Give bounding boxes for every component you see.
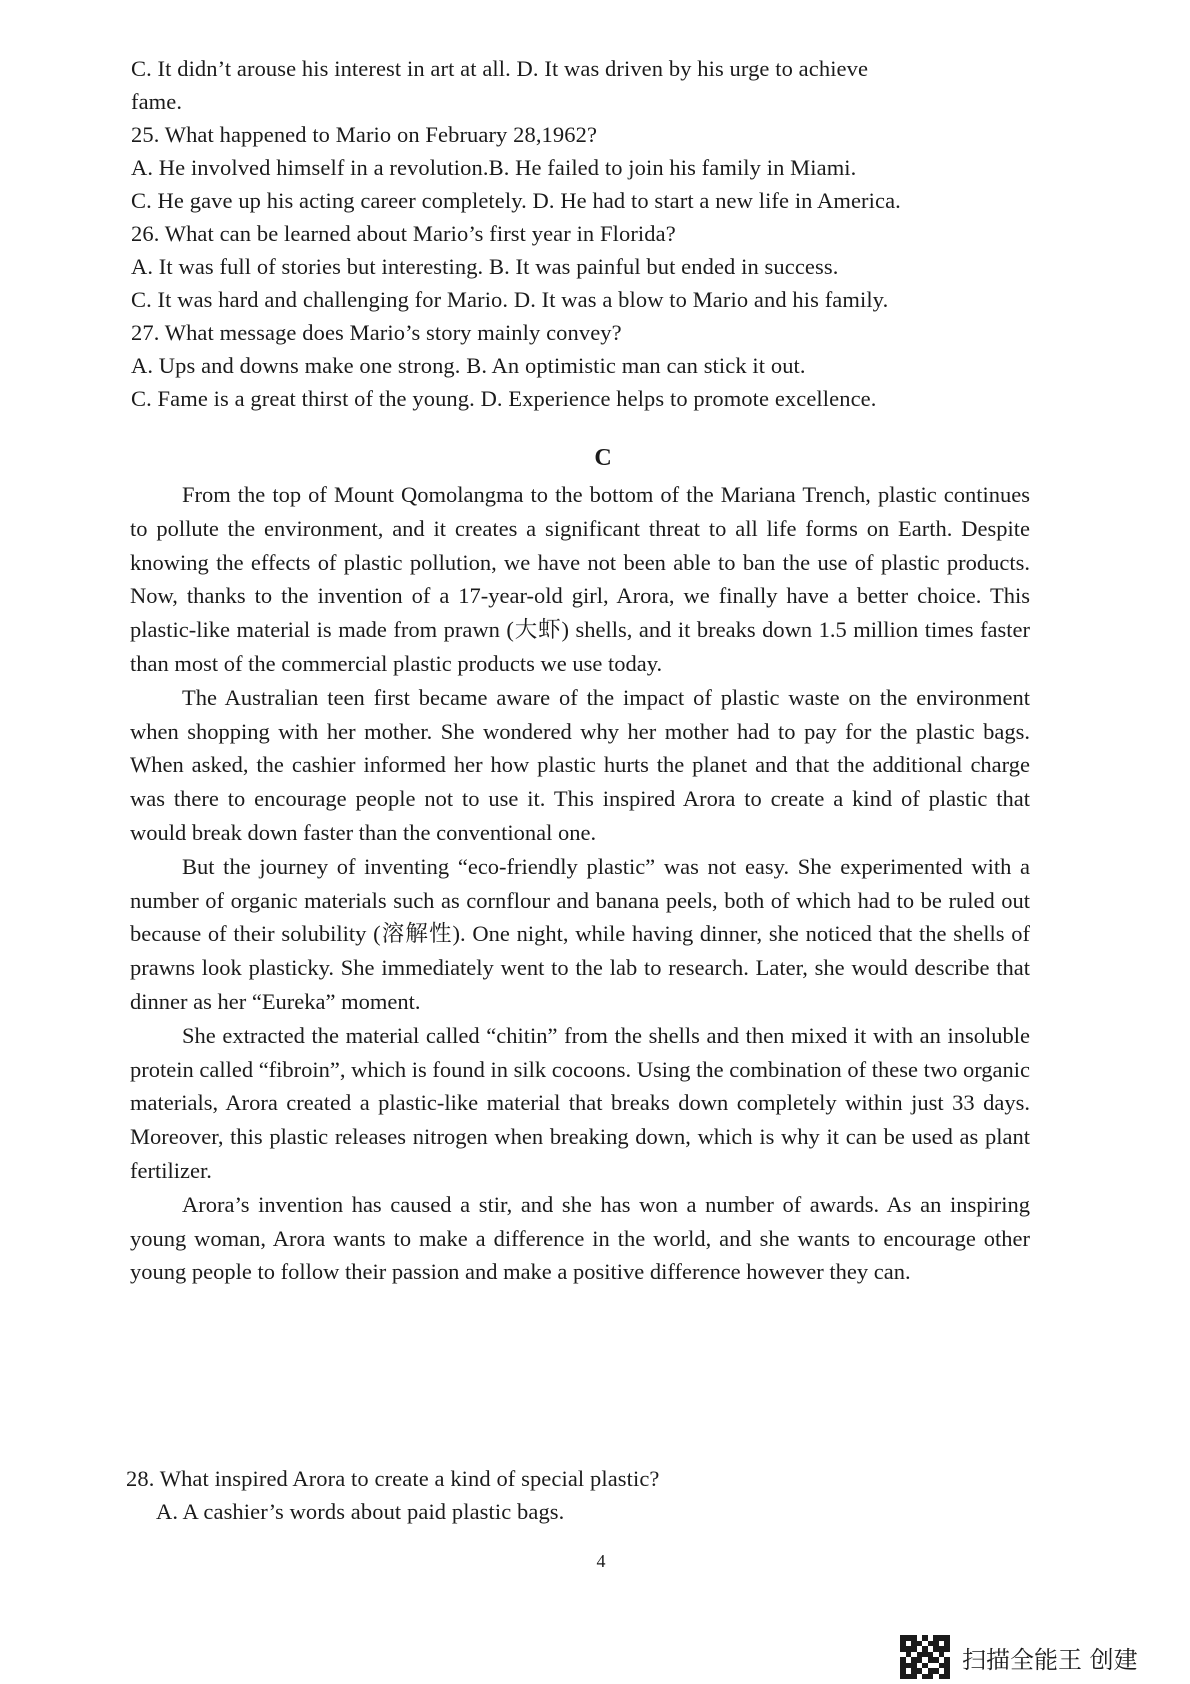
scanner-label: 扫描全能王 创建: [962, 1645, 1138, 1674]
passage-paragraph: But the journey of inventing “eco-friendly plastic” was not easy. She experimented with a number of organic materials such as cornflour and banana peels, both of which had to be ruled out because of their solubility (溶解性). One night, while having dinner, she noticed that the shells of prawns look plasticky. She immediately went to the lab to research. Later, she would describe that dinner as her “Eureka” moment.: [130, 853, 1030, 1014]
question-option: C. He gave up his acting career completely. D. He had to start a new life in America.: [131, 188, 901, 213]
question-28: [126, 1462, 1026, 1528]
page-number: 4: [596, 1551, 606, 1571]
scanner-watermark: [900, 1635, 1180, 1679]
question-stem: 28. What inspired Arora to create a kind of special plastic?: [126, 1466, 660, 1491]
question-stem: 26. What can be learned about Mario’s first year in Florida?: [131, 221, 676, 246]
question-option: A. Ups and downs make one strong. B. An optimistic man can stick it out.: [131, 353, 806, 378]
question-option: C. Fame is a great thirst of the young. D. Experience helps to promote excellence.: [131, 386, 877, 411]
question-option: A. He involved himself in a revolution.B. He failed to join his family in Miami.: [131, 155, 857, 180]
passage-paragraph: She extracted the material called “chitin” from the shells and then mixed it with an insoluble protein called “fibroin”, which is found in silk cocoons. Using the combination of these two organic materials, Arora created a plastic-like material that breaks down completely within just 33 days. Moreover, this plastic releases nitrogen when breaking down, which is why it can be used as plant fertilizer.: [130, 1022, 1031, 1183]
qr-code-icon: [900, 1635, 950, 1679]
question-stem: 25. What happened to Mario on February 28,1962?: [131, 122, 598, 147]
section-title: C: [594, 445, 612, 471]
question-line: fame.: [131, 89, 183, 114]
question-stem: 27. What message does Mario’s story mainly convey?: [131, 320, 622, 345]
passage-paragraph: Arora’s invention has caused a stir, and she has won a number of awards. As an inspiring young woman, Arora wants to make a difference in the world, and she wants to encourage other young people to follow their passion and make a positive difference however they can.: [130, 1191, 1030, 1285]
question-option: C. It was hard and challenging for Mario. D. It was a blow to Mario and his family.: [131, 287, 889, 312]
reading-passage: [130, 478, 1030, 1289]
question-line: C. It didn’t arouse his interest in art at all. D. It was driven by his urge to achieve: [131, 56, 869, 81]
question-option: A. It was full of stories but interesting. B. It was painful but ended in success.: [131, 254, 839, 279]
questions-top: [131, 52, 1031, 415]
question-option: A. A cashier’s words about paid plastic bags.: [156, 1499, 565, 1524]
passage-paragraph: From the top of Mount Qomolangma to the bottom of the Mariana Trench, plastic continues to pollute the environment, and it creates a significant threat to all life forms on Earth. Despite knowing the effects of plastic pollution, we have not been able to ban the use of plastic products. Now, thanks to the invention of a 17-year-old girl, Arora, we finally have a better choice. This plastic-like material is made from prawn (大虾) shells, and it breaks down 1.5 million times faster than most of the commercial plastic products we use today.: [130, 482, 1030, 676]
passage-paragraph: The Australian teen first became aware of the impact of plastic waste on the environment when shopping with her mother. She wondered why her mother had to pay for the plastic bags. When asked, the cashier informed her how plastic hurts the planet and that the additional charge was there to encourage people not to use it. This inspired Arora to create a kind of plastic that would break down faster than the conventional one.: [130, 684, 1030, 845]
